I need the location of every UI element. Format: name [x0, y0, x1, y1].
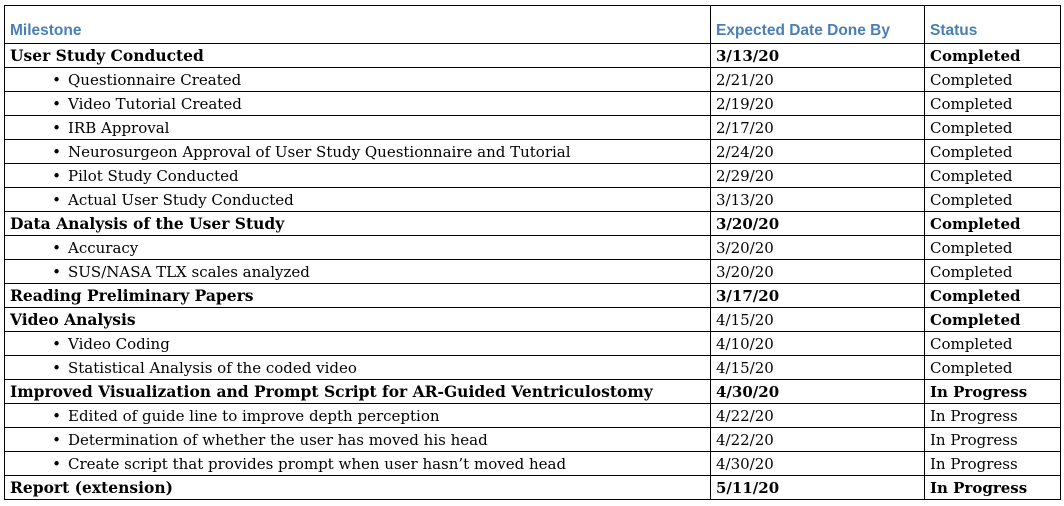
header-expected-date: Expected Date Done By [711, 6, 925, 44]
status-cell: Completed [925, 260, 1061, 284]
milestone-row [5, 308, 1061, 332]
status-cell: Completed [925, 356, 1061, 380]
bullet-icon: • [52, 94, 61, 113]
sub-milestone-row [5, 140, 1061, 164]
sub-milestone-row [5, 116, 1061, 140]
status-cell: In Progress [925, 380, 1061, 404]
milestone-cell [5, 284, 711, 308]
milestone-cell [5, 92, 711, 116]
header-row [5, 6, 1061, 44]
milestone-label: Accuracy [68, 238, 139, 257]
sub-milestone-row [5, 404, 1061, 428]
sub-milestone-row [5, 452, 1061, 476]
status-cell: Completed [925, 68, 1061, 92]
milestone-cell [5, 428, 711, 452]
milestone-row [5, 380, 1061, 404]
expected-date-cell: 4/30/20 [711, 380, 925, 404]
milestone-label: Edited of guide line to improve depth perception [68, 406, 440, 425]
expected-date-cell: 3/20/20 [711, 260, 925, 284]
milestone-label: Video Tutorial Created [68, 94, 242, 113]
milestone-cell [5, 236, 711, 260]
status-cell: In Progress [925, 476, 1061, 500]
sub-milestone-row [5, 164, 1061, 188]
milestone-cell [5, 188, 711, 212]
header-milestone: Milestone [5, 6, 711, 44]
sub-milestone-row [5, 356, 1061, 380]
sub-milestone-row [5, 260, 1061, 284]
expected-date-cell: 2/17/20 [711, 116, 925, 140]
milestone-cell [5, 164, 711, 188]
milestone-label: Statistical Analysis of the coded video [68, 358, 357, 377]
milestone-cell [5, 44, 711, 68]
bullet-icon: • [52, 238, 61, 257]
expected-date-cell: 2/19/20 [711, 92, 925, 116]
status-cell: In Progress [925, 452, 1061, 476]
milestone-cell [5, 308, 711, 332]
expected-date-cell: 3/20/20 [711, 212, 925, 236]
status-cell: Completed [925, 332, 1061, 356]
sub-milestone-row [5, 188, 1061, 212]
status-cell: In Progress [925, 428, 1061, 452]
expected-date-cell: 4/15/20 [711, 356, 925, 380]
sub-milestone-row [5, 428, 1061, 452]
milestone-row [5, 476, 1061, 500]
bullet-icon: • [52, 430, 61, 449]
sub-milestone-row [5, 68, 1061, 92]
sub-milestone-row [5, 92, 1061, 116]
milestone-row [5, 212, 1061, 236]
status-cell: Completed [925, 284, 1061, 308]
milestone-cell [5, 116, 711, 140]
milestone-label: Create script that provides prompt when user hasn’t moved head [68, 454, 567, 473]
milestone-cell [5, 68, 711, 92]
milestone-label: IRB Approval [68, 118, 170, 137]
header-status: Status [925, 6, 1061, 44]
expected-date-cell: 4/22/20 [711, 428, 925, 452]
milestone-label: Video Coding [68, 334, 170, 353]
expected-date-cell: 4/30/20 [711, 452, 925, 476]
bullet-icon: • [52, 334, 61, 353]
milestone-cell [5, 140, 711, 164]
expected-date-cell: 3/13/20 [711, 188, 925, 212]
status-cell: Completed [925, 188, 1061, 212]
milestone-label: Pilot Study Conducted [68, 166, 239, 185]
expected-date-cell: 2/21/20 [711, 68, 925, 92]
milestone-cell [5, 476, 711, 500]
expected-date-cell: 2/24/20 [711, 140, 925, 164]
bullet-icon: • [52, 142, 61, 161]
status-cell: Completed [925, 140, 1061, 164]
milestone-cell [5, 452, 711, 476]
milestone-label: Neurosurgeon Approval of User Study Questionnaire and Tutorial [68, 142, 571, 161]
expected-date-cell: 5/11/20 [711, 476, 925, 500]
milestone-label: Report (extension) [10, 477, 173, 497]
milestone-rows [5, 44, 1061, 500]
expected-date-cell: 3/13/20 [711, 44, 925, 68]
milestone-cell [5, 380, 711, 404]
milestone-cell [5, 212, 711, 236]
sub-milestone-row [5, 332, 1061, 356]
status-cell: Completed [925, 116, 1061, 140]
milestone-row [5, 284, 1061, 308]
milestone-label: User Study Conducted [10, 45, 204, 65]
bullet-icon: • [52, 454, 61, 473]
milestone-cell [5, 356, 711, 380]
status-cell: Completed [925, 212, 1061, 236]
bullet-icon: • [52, 118, 61, 137]
milestone-label: Improved Visualization and Prompt Script for AR-Guided Ventriculostomy [10, 381, 653, 401]
expected-date-cell: 3/20/20 [711, 236, 925, 260]
expected-date-cell: 3/17/20 [711, 284, 925, 308]
status-cell: Completed [925, 236, 1061, 260]
milestone-label: Video Analysis [10, 309, 136, 329]
bullet-icon: • [52, 190, 61, 209]
expected-date-cell: 4/15/20 [711, 308, 925, 332]
milestone-cell [5, 260, 711, 284]
milestone-label: Reading Preliminary Papers [10, 285, 254, 305]
bullet-icon: • [52, 166, 61, 185]
milestone-cell [5, 332, 711, 356]
milestone-label: Actual User Study Conducted [68, 190, 294, 209]
bullet-icon: • [52, 262, 61, 281]
milestone-row [5, 44, 1061, 68]
status-cell: Completed [925, 92, 1061, 116]
sub-milestone-row [5, 236, 1061, 260]
milestone-label: Determination of whether the user has moved his head [68, 430, 488, 449]
status-cell: Completed [925, 164, 1061, 188]
status-cell: Completed [925, 308, 1061, 332]
bullet-icon: • [52, 70, 61, 89]
expected-date-cell: 4/22/20 [711, 404, 925, 428]
milestone-table [4, 5, 1061, 500]
status-cell: In Progress [925, 404, 1061, 428]
expected-date-cell: 4/10/20 [711, 332, 925, 356]
milestone-cell [5, 404, 711, 428]
milestone-label: SUS/NASA TLX scales analyzed [68, 262, 310, 281]
bullet-icon: • [52, 406, 61, 425]
expected-date-cell: 2/29/20 [711, 164, 925, 188]
milestone-label: Questionnaire Created [68, 70, 242, 89]
status-cell: Completed [925, 44, 1061, 68]
milestone-label: Data Analysis of the User Study [10, 213, 285, 233]
bullet-icon: • [52, 358, 61, 377]
